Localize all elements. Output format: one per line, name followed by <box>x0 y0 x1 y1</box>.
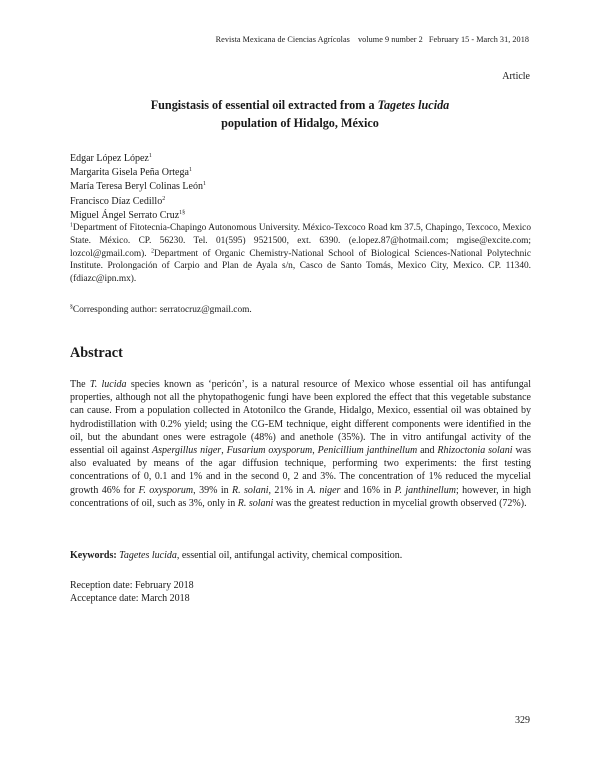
journal-name: Revista Mexicana de Ciencias Agrícolas <box>215 35 350 44</box>
acceptance-date: Acceptance date: March 2018 <box>70 593 190 605</box>
article-type-label: Article <box>502 71 530 82</box>
abstract-heading: Abstract <box>70 345 123 361</box>
corresponding-author: §Corresponding author: serratocruz@gmail.com. <box>70 304 252 315</box>
author: Francisco Díaz Cedillo$^2$ <box>70 195 166 207</box>
title-line-2: population of Hidalgo, México <box>221 116 379 130</box>
journal-date-range: February 15 - March 31, 2018 <box>428 35 529 44</box>
submission-dates <box>70 579 194 605</box>
title-line-1: Fungistasis of essential oil extracted from a Tagetes lucida <box>150 98 450 112</box>
journal-number: number 2 <box>391 35 423 44</box>
affiliation-1: Department of Fitotecnia-Chapingo Autonomous University. México-Texcoco Road km 37.5, Chapingo, Texcoco, Mexico State. México. CP. 56230. Tel. 01(595) 9521500, ext. 6390. (e.lopez.87@hotmail.com; mgise@excite.com; lozcol@gmail.com). <box>70 223 531 259</box>
affiliations: $^1$Department of Fitotecnia-Chapingo Autonomous University. México-Texcoco Road km 37.5, Chapingo, Texcoco, Mexico State. México. CP. 56230. Tel. 01(595) 9521500, ext. 6390. (e.lopez.87@hotmail.com; mgise@excite.com; lozcol@gmail.com). $^2$Department of Organic Chemistry-National School of Biological Sciences-National Polytechnic Institute. Prolongación of Carpio and Plan de Ayala s/n, Casco de Santo Tomás, Mexico City, Mexico. CP. 11340. (fdiazc@ipn.mx). <box>70 222 531 285</box>
paper-title <box>70 96 530 132</box>
journal-volume: volume 9 <box>358 35 390 44</box>
reception-date: Reception date: February 2018 <box>70 580 194 591</box>
keywords: Keywords: Tagetes lucida, essential oil, antifungal activity, chemical composition. <box>70 550 403 561</box>
affiliation-2: Department of Organic Chemistry-National School of Biological Sciences-National Polytechnic Institute. Prolongación of Carpio and Plan de Ayala s/n, Casco de Santo Tomás, Mexico City, Mexico. CP. 11340. (fdiazc@ipn.mx). <box>70 248 531 285</box>
abstract-text: The T. lucida species known as ‘pericón’, is a natural resource of Mexico whose essential oil has antifungal properties, although not all the phytopathogenic fungi have been explored the effect that this vegetable substance can cause. From a population collected in Atotonilco the Grande, Hidalgo, Mexico, essential oil was obtained by hydrodistillation with 0.2% yield; using the CG-EM technique, eight different components were identified in the oil, but the abundant ones were estragole (48%) and anethole (35%). The in vitro antifungal activity of the essential oil against Aspergillus niger, Fusarium oxysporum, Penicillium janthinellum and Rhizoctonia solani was also evaluated by means of the agar diffusion technique, performing two experiments: the first testing concentrations of 0, 0.1 and 1% and in the second 0, 2 and 3%. The concentration of 1% reduced the mycelial growth 46% for F. oxysporum, 39% in R. solani, 21% in A. niger and 16% in P. janthinellum; however, in high concentrations of oil, such as 3%, only in R. solani was the greatest reduction in mycelial growth observed (72%). <box>70 379 532 509</box>
author: Margarita Gisela Peña Ortega$^1$ <box>70 167 192 179</box>
author-list <box>70 152 206 223</box>
author: María Teresa Beryl Colinas León$^1$ <box>70 181 206 193</box>
keywords-label: Keywords: <box>70 550 117 561</box>
running-header <box>216 35 529 44</box>
title-species: Tagetes lucida <box>377 98 450 112</box>
page-number: 329 <box>515 715 530 726</box>
author: Miguel Ángel Serrato Cruz$^{1\S}$ <box>70 209 186 221</box>
author: Edgar López López$^1$ <box>70 153 152 164</box>
